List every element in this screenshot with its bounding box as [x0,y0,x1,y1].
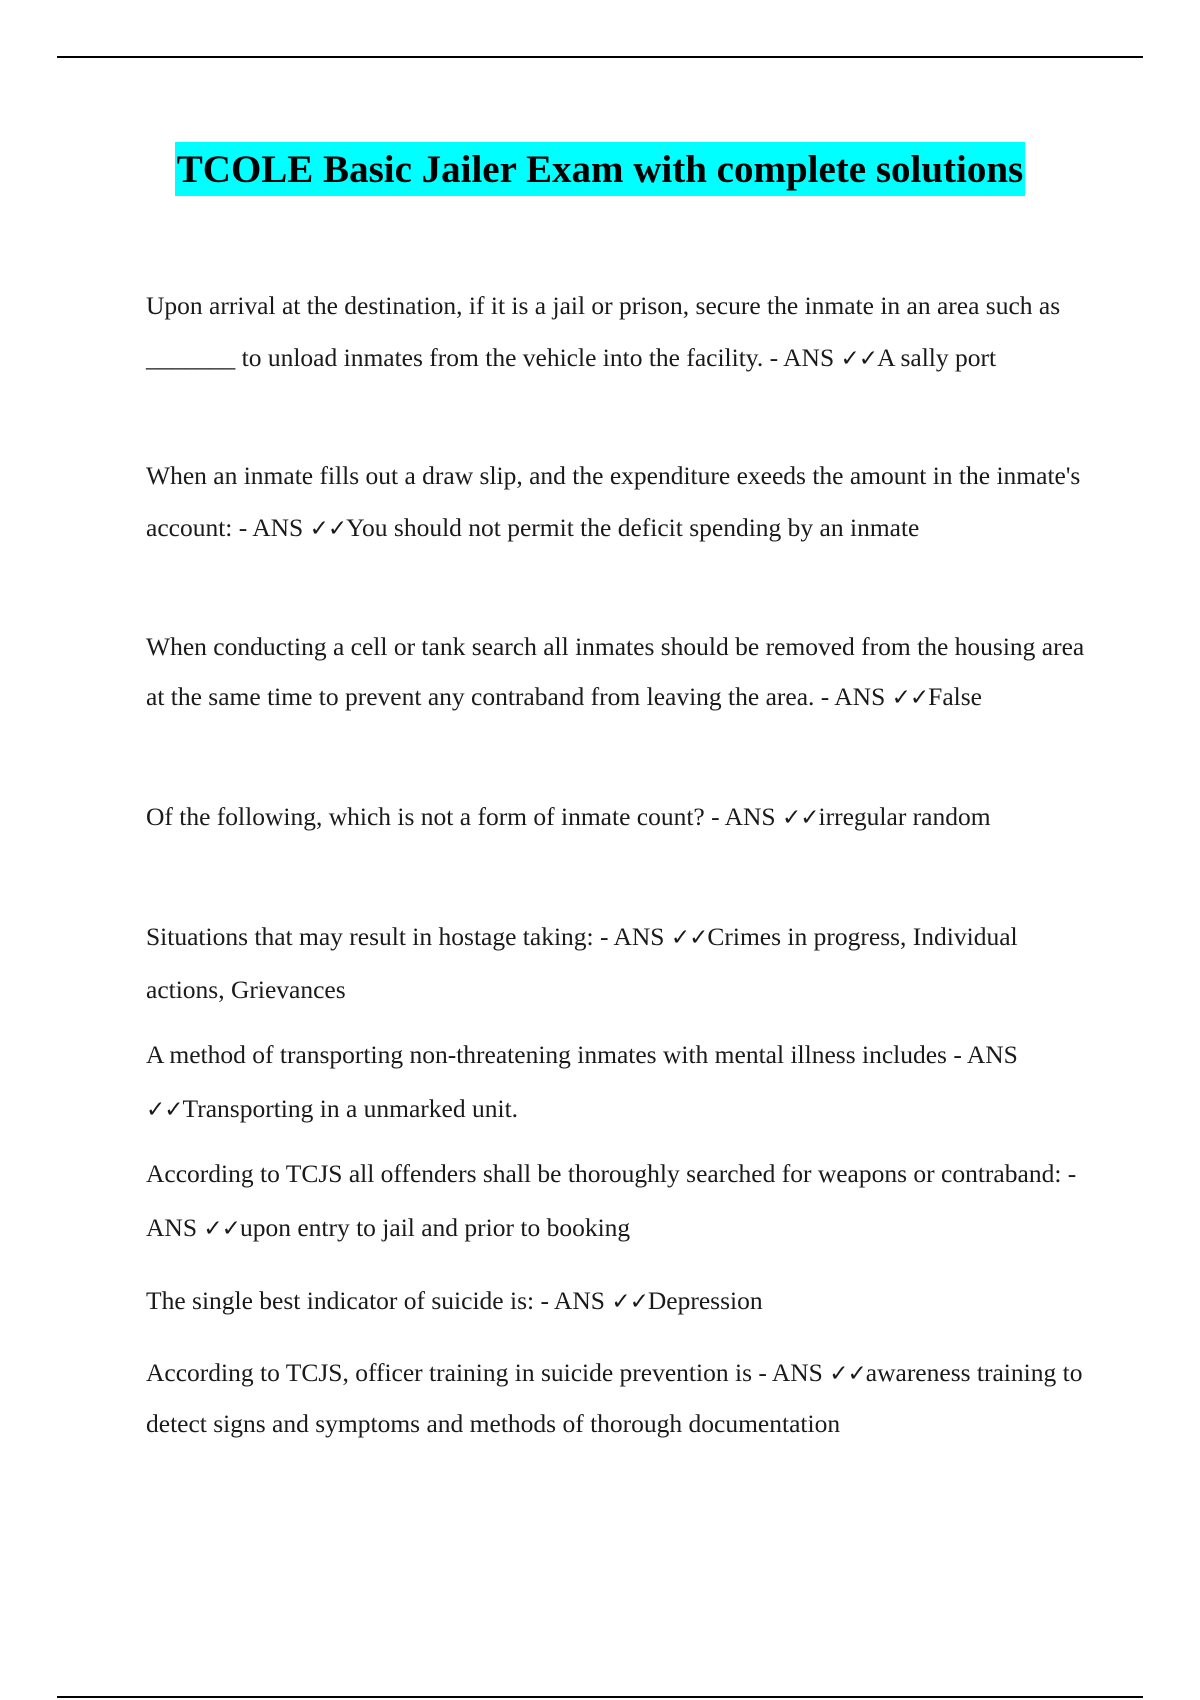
answer-text: Transporting in a unmarked unit. [182,1094,519,1123]
question-text: Upon arrival at the destination, if it is a jail or prison, secure the inmate in an area such as _______ to unload inmates from the vehicle into the facility. - [146,291,1061,372]
answer-prefix: ANS [771,1358,823,1387]
answer-text: upon entry to jail and prior to booking [239,1213,631,1242]
qa-item [146,791,1086,844]
footer-rule [57,1696,1143,1698]
question-text: When an inmate fills out a draw slip, and the expenditure exeeds the amount in the inmate's account: - [146,461,1081,542]
answer-prefix: ANS [553,1286,605,1315]
question-text: Situations that may result in hostage taking: - [146,922,614,951]
check-mark-icon: ✓✓ [203,1216,240,1242]
qa-item [146,622,1086,723]
check-mark-icon: ✓✓ [829,1361,866,1387]
qa-item [146,1147,1086,1256]
check-mark-icon: ✓✓ [309,516,347,542]
answer-prefix: ANS [252,513,304,542]
question-text: Of the following, which is not a form of inmate count? - [146,802,725,831]
qa-item [146,450,1086,555]
question-text: A method of transporting non-threatening inmates with mental illness includes - [146,1040,967,1069]
answer-prefix: ANS [724,802,776,831]
check-mark-icon: ✓✓ [670,925,708,951]
answer-prefix: ANS [834,682,886,711]
answer-prefix: ANS [783,343,835,372]
answer-text: Depression [647,1286,763,1315]
question-text: When conducting a cell or tank search all inmates should be removed from the housing area at the same time to prevent any contraband from leaving the area. - [146,632,1085,711]
answer-text: A sally port [877,343,997,372]
answer-prefix: ANS [966,1040,1018,1069]
qa-item [146,1348,1086,1449]
qa-item [146,280,1086,385]
check-mark-icon: ✓✓ [781,805,819,831]
answer-text: False [928,682,982,711]
check-mark-icon: ✓✓ [611,1289,648,1315]
answer-prefix: ANS [146,1213,198,1242]
answer-text: Crimes in progress, Individual actions, Grievances [146,922,1018,1004]
qa-item [146,1275,1086,1328]
document-title: TCOLE Basic Jailer Exam with complete solutions [175,142,1025,196]
question-text: The single best indicator of suicide is: - [146,1286,554,1315]
check-mark-icon: ✓✓ [146,1097,183,1123]
check-mark-icon: ✓✓ [891,685,929,711]
check-mark-icon: ✓✓ [840,346,878,372]
answer-text: awareness training to detect signs and symptoms and methods of thorough documentation [146,1358,1083,1438]
answer-text: irregular random [818,802,991,831]
answer-text: You should not permit the deficit spending by an inmate [346,513,920,542]
answer-prefix: ANS [613,922,665,951]
title-container [0,142,1200,196]
header-rule [57,56,1143,58]
question-text: According to TCJS all offenders shall be thoroughly searched for weapons or contraband: - [146,1159,1077,1188]
question-text: According to TCJS, officer training in suicide prevention is - [146,1358,772,1387]
qa-item [146,911,1086,1016]
qa-item [146,1028,1086,1137]
